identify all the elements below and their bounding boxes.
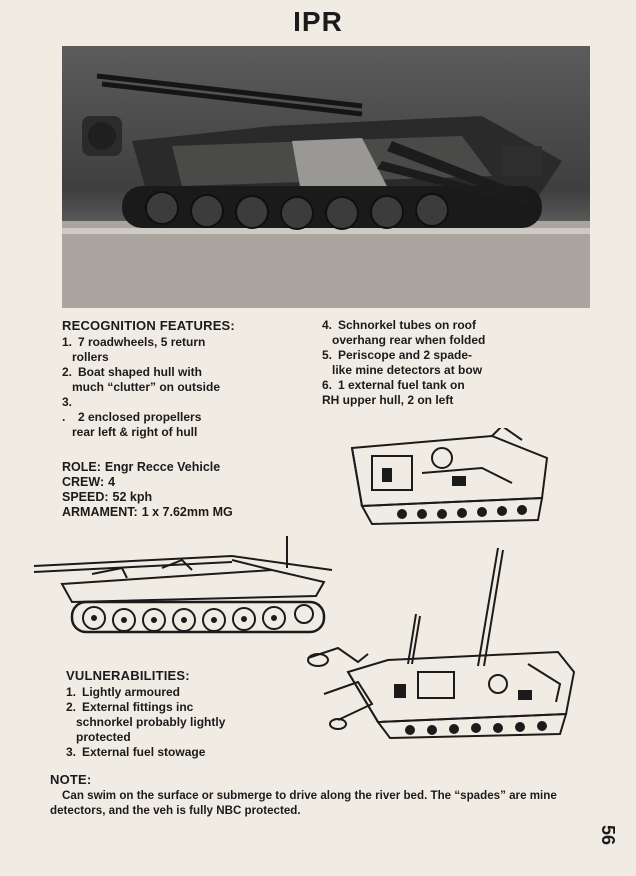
note-line-1: Can swim on the surface or submerge to drive along the river bed. The “spades” are mine [62, 789, 557, 802]
recognition-heading: RECOGNITION FEATURES: [62, 318, 235, 333]
crew-row: CREW: 4 [62, 475, 116, 489]
recognition-item: 3. . 2 enclosed propellers rear left & right of hull [62, 395, 202, 439]
recognition-features-continued [322, 318, 592, 408]
recognition-item: 2. Boat shaped hull with much “clutter” on outside [62, 365, 221, 394]
recognition-item: 5. Periscope and 2 spade- like mine detectors at bow [322, 348, 483, 377]
note [50, 772, 620, 818]
vulnerability-item: 1. Lightly armoured [66, 685, 181, 699]
vulnerabilities-heading: VULNERABILITIES: [66, 668, 190, 683]
recognition-item: 1. 7 roadwheels, 5 return rollers [62, 335, 206, 364]
vehicle-drawing-front-view [298, 544, 582, 744]
recognition-item: 4. Schnorkel tubes on roof overhang rear when folded [322, 318, 486, 347]
vulnerability-item: 3. External fuel stowage [66, 745, 206, 759]
note-line-2: detectors, and the veh is fully NBC protected. [50, 804, 301, 817]
recognition-features [62, 318, 312, 440]
vehicle-drawing-rear-view [342, 428, 558, 528]
page-number: 56 [598, 824, 618, 846]
recognition-item: 6. 1 external fuel tank on RH upper hull, 2 on left [322, 378, 465, 407]
vehicle-stats [62, 460, 233, 520]
note-heading: NOTE: [50, 772, 92, 787]
speed-row: SPEED: 52 kph [62, 490, 153, 504]
vehicle-drawing-side-view [32, 530, 336, 640]
armament-row: ARMAMENT: 1 x 7.62mm MG [62, 505, 233, 519]
vehicle-photo [62, 46, 590, 308]
role-row: ROLE: Engr Recce Vehicle [62, 460, 221, 474]
vulnerabilities [66, 668, 306, 760]
page-title: IPR [293, 6, 343, 37]
vulnerability-item: 2. External fittings inc schnorkel probably lightly protected [66, 700, 226, 744]
